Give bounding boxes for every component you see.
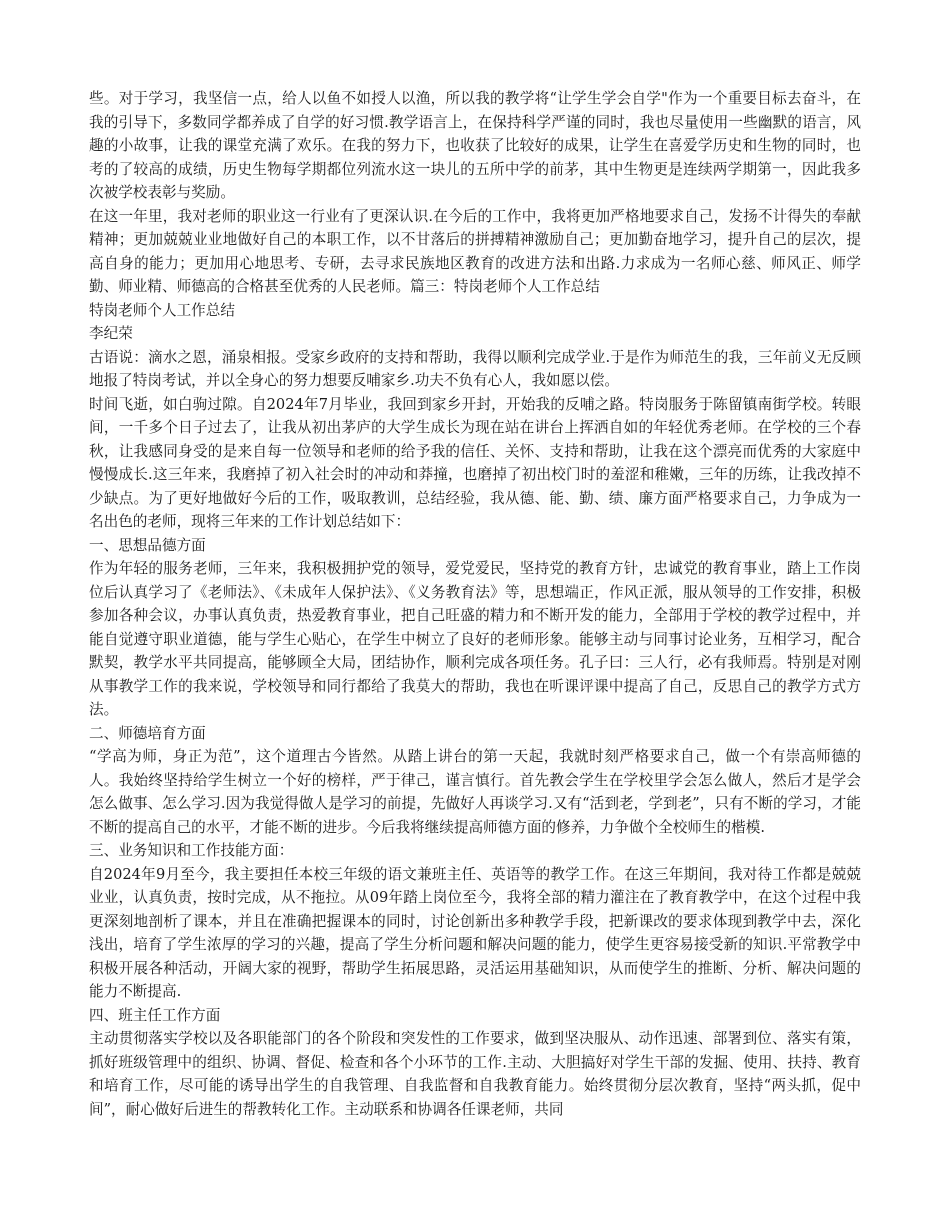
- section-heading-ethics: 二、师德培育方面: [89, 724, 206, 742]
- section-heading-class-teacher: 四、班主任工作方面: [89, 1006, 221, 1024]
- author-name: 李纪荣: [89, 325, 133, 342]
- paragraph-ethics: “学高为师，身正为范”，这个道理古今皆然。从踏上讲台的第一天起，我就时刻严格要求自己，做一个有崇高师德的人。我始终坚持给学生树立一个好的榜样，严于律己，谨言慎行。首先教会学生在学校里学会怎么做人，然后才是学会怎么做事、怎么学习.因为我觉得做人是学习的前提，先做好人再谈学习.又有“活到老，学到老”，只有不断的学习，才能不断的提高自己的水平，才能不断的进步。今后我将继续提高师德方面的修养，力争做个全校师生的楷模.: [89, 748, 861, 836]
- paragraph-skills: 自2024年9月至今，我主要担任本校三年级的语文兼班主任、英语等的教学工作。在这三年期间，我对待工作都是兢兢业业，认真负责，按时完成，从不拖拉。从09年踏上岗位至今，我将全部的精力灌注在了教育教学中，在这个过程中我更深刻地剖析了课本，并且在准确把握课本的同时，讨论创新出多种教学手段，把新课改的要求体现到教学中去，深化浅出，培育了学生浓厚的学习的兴趣，提高了学生分析问题和解决问题的能力，使学生更容易接受新的知识.平常教学中积极开展各种活动，开阔大家的视野，帮助学生拓展思路，灵活运用基础知识，从而使学生的推断、分析、解决问题的能力不断提高.: [89, 865, 861, 1000]
- section-heading-ideology: 一、思想品德方面: [89, 536, 206, 554]
- paragraph-class-teacher: 主动贯彻落实学校以及各职能部门的各个阶段和突发性的工作要求，做到坚决服从、动作迅速、部署到位、落实有策，抓好班级管理中的组织、协调、督促、检查和各个小环节的工作.主动、大胆搞好对学生干部的发掘、使用、扶持、教育和培育工作，尽可能的诱导出学生的自我管理、自我监督和自我教育能力。始终贯彻分层次教育，坚持“两头抓，促中间”，耐心做好后进生的帮教转化工作。主动联系和协调各任课老师，共同: [89, 1030, 861, 1118]
- document-page: [89, 87, 861, 1121]
- section-heading-skills: 三、业务知识和工作技能方面：: [89, 842, 294, 859]
- paragraph-year-reflection: 在这一年里，我对老师的职业这一行业有了更深认识.在今后的工作中，我将更加严格地要求自己，发扬不计得失的奉献精神；更加兢兢业业地做好自己的本职工作，以不甘落后的拼搏精神激励自己；更加勤奋地学习，提升自己的层次，提高自身的能力；更加用心地思考、专研，去寻求民族地区教育的改进方法和出路.力求成为一名师心慈、师风正、师学勤、师业精、师德高的合格甚至优秀的人民老师。篇三：特岗老师个人工作总结: [89, 207, 861, 295]
- paragraph-proverb: 古语说：滴水之恩，涌泉相报。受家乡政府的支持和帮助，我得以顺利完成学业.于是作为师范生的我，三年前义无反顾地报了特岗考试，并以全身心的努力想要反哺家乡.功夫不负有心人，我如愿以偿。: [89, 348, 861, 389]
- paragraph-ideology: 作为年轻的服务老师，三年来，我积极拥护党的领导，爱党爱民，坚持党的教育方针，忠诚党的教育事业，踏上工作岗位后认真学习了《老师法》、《未成年人保护法》、《义务教育法》等，思想端正，作风正派，服从领导的工作安排，积极参加各种会议，办事认真负责，热爱教育事业，把自己旺盛的精力和不断开发的能力，全部用于学校的教学过程中，并能自觉遵守职业道德，能与学生心贴心，在学生中树立了良好的老师形象。能够主动与同事讨论业务，互相学习，配合默契，教学水平共同提高，能够顾全大局，团结协作，顺利完成各项任务。孔子曰：三人行，必有我师焉。特别是对刚从事教学工作的我来说，学校领导和同行都给了我莫大的帮助，我也在听课评课中提高了自己，反思自己的教学方式方法。: [89, 560, 861, 718]
- document-title: 特岗老师个人工作总结: [89, 301, 235, 319]
- paragraph-study-method: 些。对于学习，我坚信一点，给人以鱼不如授人以渔，所以我的教学将“让学生学会自学"作为一个重要目标去奋斗，在我的引导下，多数同学都养成了自学的好习惯.教学语言上，在保持科学严谨的同时，我也尽量使用一些幽默的语言，风趣的小故事，让我的课堂充满了欢乐。在我的努力下，也收获了比较好的成果，让学生在喜爱学历史和生物的同时，也考的了较高的成绩，历史生物每学期都位列流水这一块儿的五所中学的前茅，其中生物更是连续两学期第一，因此我多次被学校表彰与奖励。: [89, 90, 861, 201]
- paragraph-time-flies: 时间飞逝，如白驹过隙。自2024年7月毕业，我回到家乡开封，开始我的反哺之路。特岗服务于陈留镇南街学校。转眼间，一千多个日子过去了，让我从初出茅庐的大学生成长为现在站在讲台上挥洒自如的年轻优秀老师。在学校的三个春秋，让我感同身受的是来自每一位领导和老师的给予我的信任、关怀、支持和帮助，让我在这个漂亮而优秀的大家庭中慢慢成长.这三年来，我磨掉了初入社会时的冲动和莽撞，也磨掉了初出校门时的羞涩和稚嫩，三年的历练，让我改掉不少缺点。为了更好地做好今后的工作，吸取教训，总结经验，我从德、能、勤、绩、廉方面严格要求自己，力争成为一名出色的老师，现将三年来的工作计划总结如下：: [89, 395, 861, 530]
